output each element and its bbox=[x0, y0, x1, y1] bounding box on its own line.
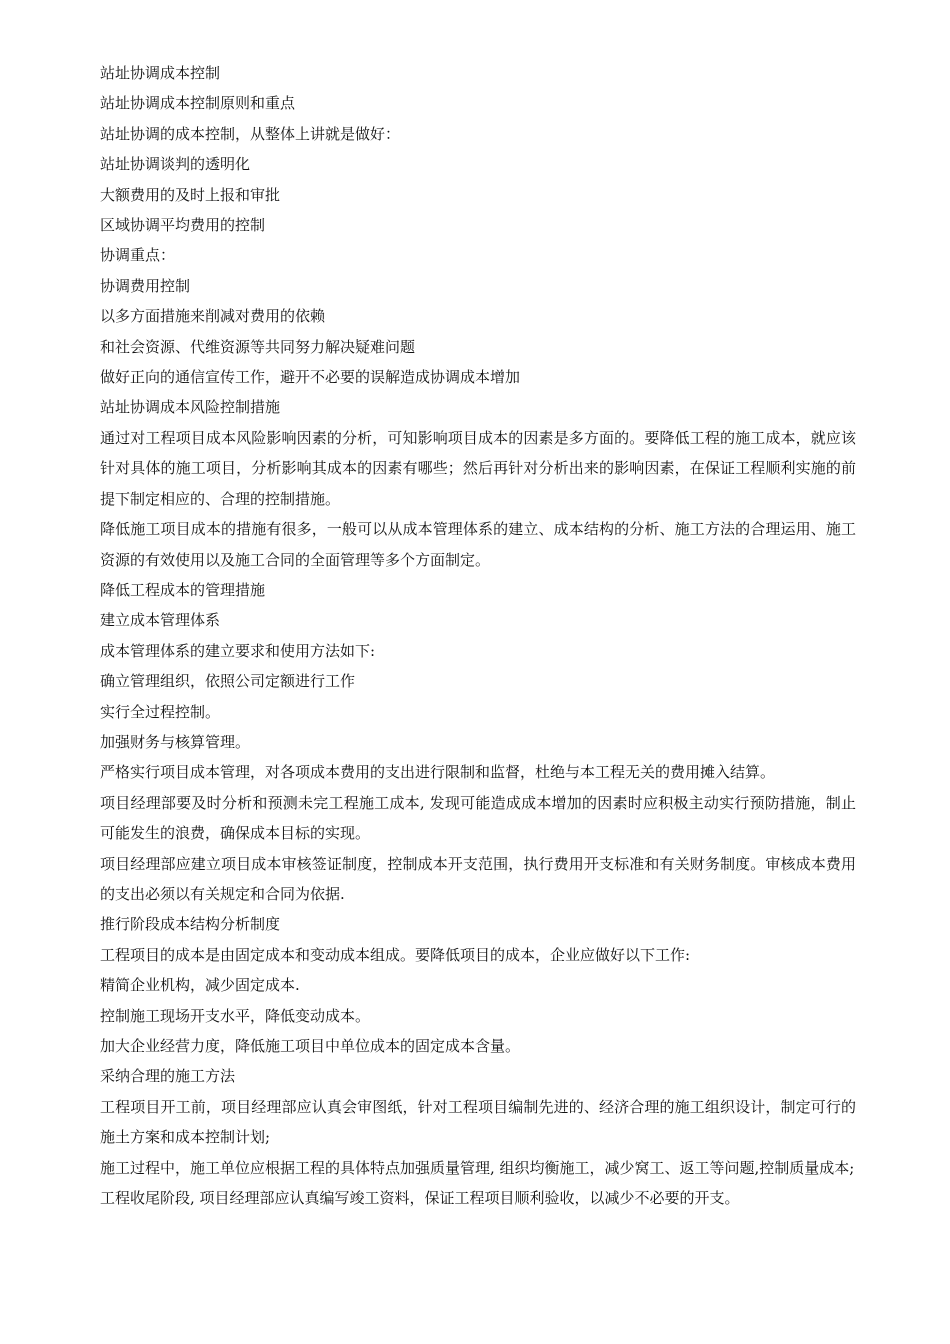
paragraph: 协调重点： bbox=[100, 246, 176, 265]
paragraph: 项目经理部要及时分析和预测未完工程施工成本, 发现可能造成成本增加的因素时应积极主动实行预防措施，制止可能发生的浪费，确保成本目标的实现。 bbox=[100, 793, 856, 843]
paragraph: 站址协调谈判的透明化 bbox=[100, 155, 251, 174]
paragraph: 工程项目开工前，项目经理部应认真会审图纸，针对工程项目编制先进的、经济合理的施工组织设计，制定可行的施土方案和成本控制计划; bbox=[100, 1097, 856, 1147]
paragraph: 做好正向的通信宣传工作，避开不必要的误解造成协调成本增加 bbox=[100, 368, 521, 387]
paragraph: 项目经理部应建立项目成本审核签证制度，控制成本开支范围，执行费用开支标准和有关财务制度。审核成本费用的支出必须以有关规定和合同为依据. bbox=[100, 854, 856, 903]
paragraph: 以多方面措施来削减对费用的依赖 bbox=[100, 307, 326, 326]
paragraph: 站址协调成本控制 bbox=[100, 64, 221, 82]
paragraph: 建立成本管理体系 bbox=[100, 611, 221, 630]
paragraph: 控制施工现场开支水平，降低变动成本。 bbox=[100, 1006, 371, 1025]
paragraph: 降低施工项目成本的措施有很多，一般可以从成本管理体系的建立、成本结构的分析、施工方法的合理运用、施工资源的有效使用以及施工合同的全面管理等多个方面制定。 bbox=[100, 520, 856, 569]
paragraph: 加大企业经营力度，降低施工项目中单位成本的固定成本含量。 bbox=[100, 1037, 521, 1055]
paragraph: 加强财务与核算管理。 bbox=[100, 732, 251, 751]
paragraph: 确立管理组织，依照公司定额进行工作 bbox=[100, 672, 356, 691]
paragraph: 区域协调平均费用的控制 bbox=[100, 216, 266, 235]
paragraph: 成本管理体系的建立要求和使用方法如下: bbox=[100, 641, 376, 660]
paragraph: 通过对工程项目成本风险影响因素的分析，可知影响项目成本的因素是多方面的。要降低工程的施工成本，就应该针对具体的施工项目，分析影响其成本的因素有哪些；然后再针对分析出来的影响因素，在保证工程顺利实施的前提下制定相应的、合理的控制措施。 bbox=[100, 428, 856, 508]
paragraph: 站址协调的成本控制，从整体上讲就是做好： bbox=[100, 124, 401, 143]
paragraph: 精简企业机构，减少固定成本. bbox=[100, 976, 300, 995]
paragraph: 推行阶段成本结构分析制度 bbox=[100, 915, 281, 934]
paragraph: 降低工程成本的管理措施 bbox=[100, 580, 266, 599]
document-body bbox=[100, 58, 856, 1213]
paragraph: 工程收尾阶段, 项目经理部应认真编写竣工资料，保证工程项目顺利验收，以减少不必要的开支。 bbox=[100, 1189, 740, 1208]
paragraph: 实行全过程控制。 bbox=[100, 702, 221, 721]
paragraph: 站址协调成本风险控制措施 bbox=[100, 398, 281, 417]
paragraph: 站址协调成本控制原则和重点 bbox=[100, 94, 296, 113]
paragraph: 采纳合理的施工方法 bbox=[100, 1067, 236, 1086]
paragraph: 大额费用的及时上报和审批 bbox=[100, 185, 281, 204]
paragraph: 协调费用控制 bbox=[100, 276, 191, 295]
paragraph: 施工过程中，施工单位应根据工程的具体特点加强质量管理, 组织均衡施工，减少窝工、返工等问题,控制质量成本; bbox=[100, 1158, 855, 1177]
paragraph: 和社会资源、代维资源等共同努力解决疑难问题 bbox=[100, 337, 416, 356]
paragraph: 严格实行项目成本管理，对各项成本费用的支出进行限制和监督，杜绝与本工程无关的费用摊入结算。 bbox=[100, 763, 776, 782]
paragraph: 工程项目的成本是由固定成本和变动成本组成。要降低项目的成本，企业应做好以下工作: bbox=[100, 945, 691, 964]
